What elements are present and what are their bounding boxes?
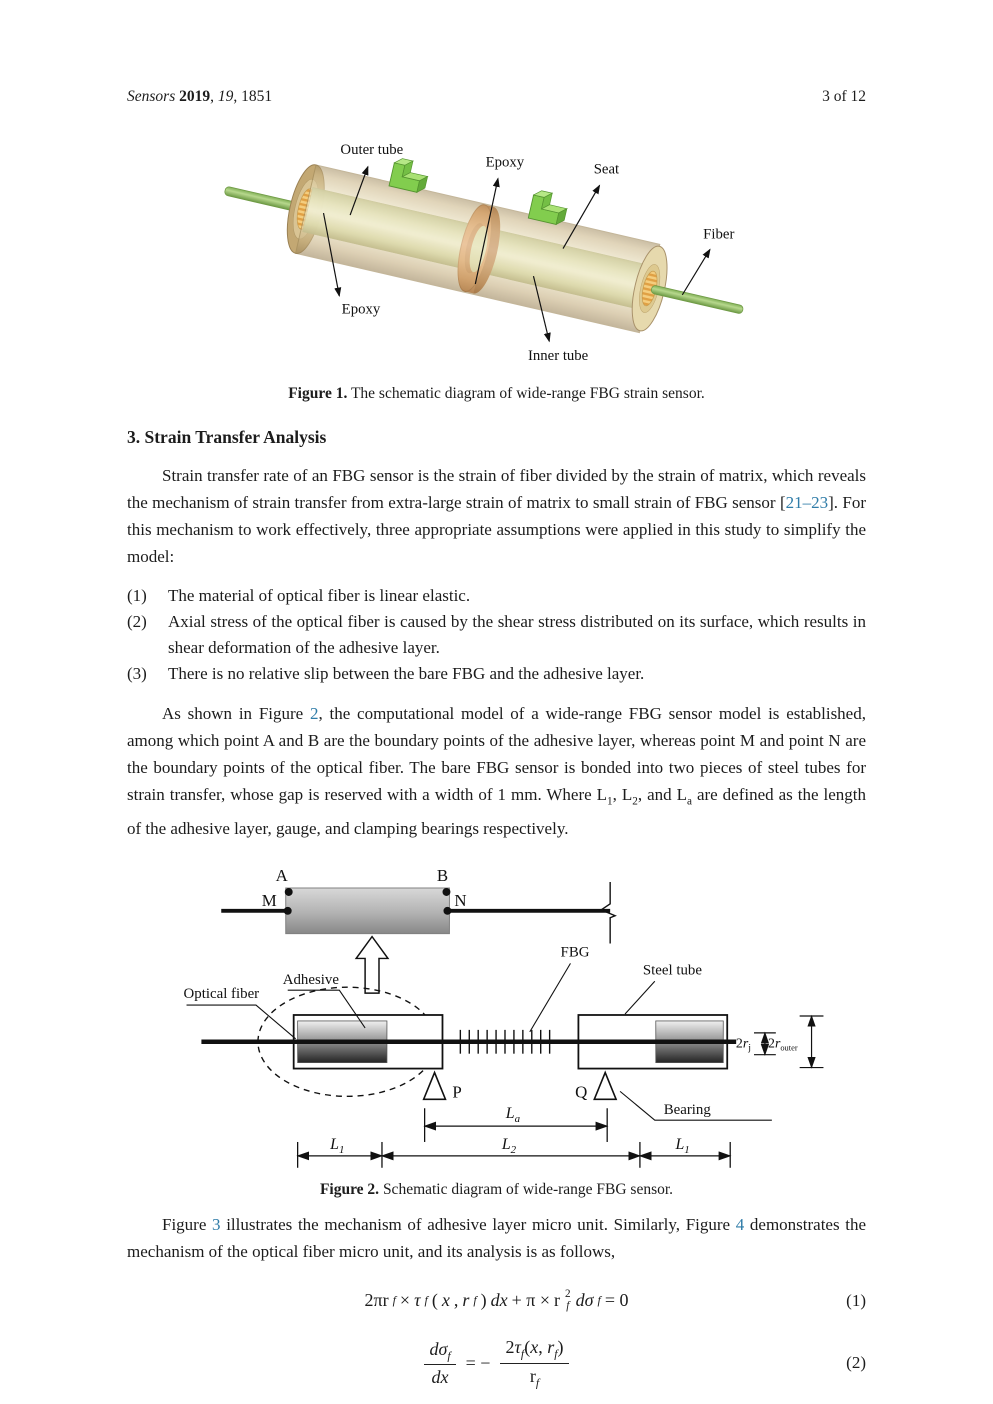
- figure-1: [127, 128, 866, 403]
- dim-label-la: $L_a$: [505, 1105, 521, 1126]
- equation-2-number: (2): [846, 1353, 866, 1373]
- list-item-number: (1): [127, 586, 147, 605]
- point-p-label: P: [452, 1082, 462, 1102]
- paragraph-3: Figure 3 illustrates the mechanism of adhesive layer micro unit. Similarly, Figure 4 demonstrates the mechanism of the optical fiber micro unit, and its analysis is as follows,: [127, 1215, 867, 1262]
- list-item-number: (2): [127, 612, 147, 631]
- leader-fiber: [682, 250, 710, 295]
- figure2-label-adhesive: Adhesive: [282, 972, 339, 989]
- leader-optical-fiber: [187, 1005, 296, 1039]
- zoom-up-arrow: [356, 937, 388, 994]
- break-symbol: [601, 882, 615, 944]
- list-item-text: The material of optical fiber is linear elastic.: [168, 586, 471, 605]
- citation-link[interactable]: 2: [309, 704, 319, 723]
- equation-2-body: [167, 1336, 826, 1390]
- bearing-q-triangle: [594, 1073, 616, 1100]
- paragraph-2: As shown in Figure 2, the computational model of a wide-range FBG sensor model is established, among which point A and B are the boundary points of the adhesive layer, whereas point M and point N are the boundary points of the optical fiber. The bare FBG sensor is bonded into two pieces of steel tubes for strain transfer, whose gap is reserved with a width of 1 mm. Where $L_1$, $L_2$, and $L_a$ are defined as the length of the adhesive layer, gauge, and clamping bearings respectively.: [127, 704, 866, 839]
- figure-1-diagram: [221, 128, 773, 376]
- list-item: [127, 583, 866, 609]
- figure1-label-epoxy-bottom: Epoxy: [341, 301, 380, 318]
- figure2-label-steel-tube: Steel tube: [642, 962, 702, 979]
- figure-2-caption: Figure 2. Schematic diagram of wide-range FBG sensor.: [319, 1181, 674, 1199]
- sensor-model: [184, 945, 824, 1168]
- equation-1-number: (1): [846, 1290, 866, 1310]
- equation-1: [127, 1289, 866, 1312]
- equation-2-relation: = −: [465, 1352, 491, 1373]
- figure-1-caption: Figure 1. The schematic diagram of wide-range FBG strain sensor.: [288, 385, 705, 402]
- citation-link[interactable]: 4: [735, 1215, 745, 1235]
- equation-2: [127, 1336, 866, 1390]
- dim-label-rj: $2r_j$: [735, 1037, 752, 1055]
- figure2-label-fbg: FBG: [560, 944, 590, 961]
- point-q-label: Q: [575, 1082, 588, 1102]
- dim-label-l1-right: $L_1$: [675, 1136, 690, 1157]
- citation-link[interactable]: 3: [212, 1215, 221, 1235]
- figure1-label-fiber: Fiber: [702, 226, 734, 243]
- leader-fbg: [530, 964, 571, 1032]
- page-header: [127, 88, 866, 106]
- page-number: 3 of 12: [822, 88, 866, 105]
- figure2-label-bearing: Bearing: [663, 1102, 711, 1119]
- figure1-label-seat: Seat: [593, 161, 619, 178]
- section-heading: 3. Strain Transfer Analysis: [127, 427, 327, 447]
- list-item: [127, 661, 866, 687]
- point-n-label: N: [454, 891, 467, 911]
- point-b-label: B: [436, 866, 449, 886]
- journal-reference: Sensors 2019, 19, 1851: [127, 88, 273, 105]
- citation-link[interactable]: 21–23: [785, 493, 829, 512]
- fiber-right-rod: [650, 285, 743, 314]
- dim-label-l2: $L_2$: [501, 1136, 517, 1157]
- figure-2: [127, 856, 866, 1199]
- assumption-list: [127, 583, 866, 687]
- point-m-label: M: [261, 891, 277, 911]
- figure-2-diagram: [127, 856, 881, 1172]
- point-a-label: A: [275, 866, 288, 886]
- list-item-text: Axial stress of the optical fiber is caused by the shear stress distributed on its surface, which results in shear deformation of the adhesive layer.: [168, 612, 866, 657]
- equation-2-rhs-fraction: $\frac{2\tau_f(x, r_f)}{r_f}$: [500, 1336, 568, 1390]
- list-item: [127, 609, 866, 661]
- leader-steel-tube: [625, 982, 655, 1015]
- equation-2-lhs-fraction: $\frac{d\sigma_f}{dx}$: [424, 1338, 455, 1389]
- figure1-label-inner-tube: Inner tube: [527, 347, 588, 364]
- adhesive-micro-model: [221, 866, 615, 993]
- paragraph-1: Strain transfer rate of an FBG sensor is the strain of fiber divided by the strain of matrix, which reveals the mechanism of strain transfer from extra-large strain of matrix to small strain of FBG sensor [21–23]. For this mechanism to work effectively, three appropriate assumptions were applied in this study to simplify the model:: [127, 466, 866, 566]
- figure1-label-epoxy-top: Epoxy: [485, 154, 524, 171]
- dim-label-l1-left: $L_1$: [330, 1136, 345, 1157]
- dim-label-router: $2r_{outer}$: [768, 1037, 798, 1054]
- figure2-label-optical-fiber: Optical fiber: [183, 986, 260, 1003]
- list-item-text: There is no relative slip between the bare FBG and the adhesive layer.: [168, 664, 645, 683]
- bearing-p-triangle: [424, 1073, 446, 1100]
- adhesive-block: [286, 888, 450, 934]
- list-item-number: (3): [127, 664, 147, 683]
- equation-1-body: 2πr f × τ f ( x , r f ) dx + π × r 2 f dσ f = 0: [364, 1288, 629, 1312]
- figure1-label-outer-tube: Outer tube: [339, 141, 403, 158]
- sup-sub-stack: 2 f: [565, 1288, 571, 1312]
